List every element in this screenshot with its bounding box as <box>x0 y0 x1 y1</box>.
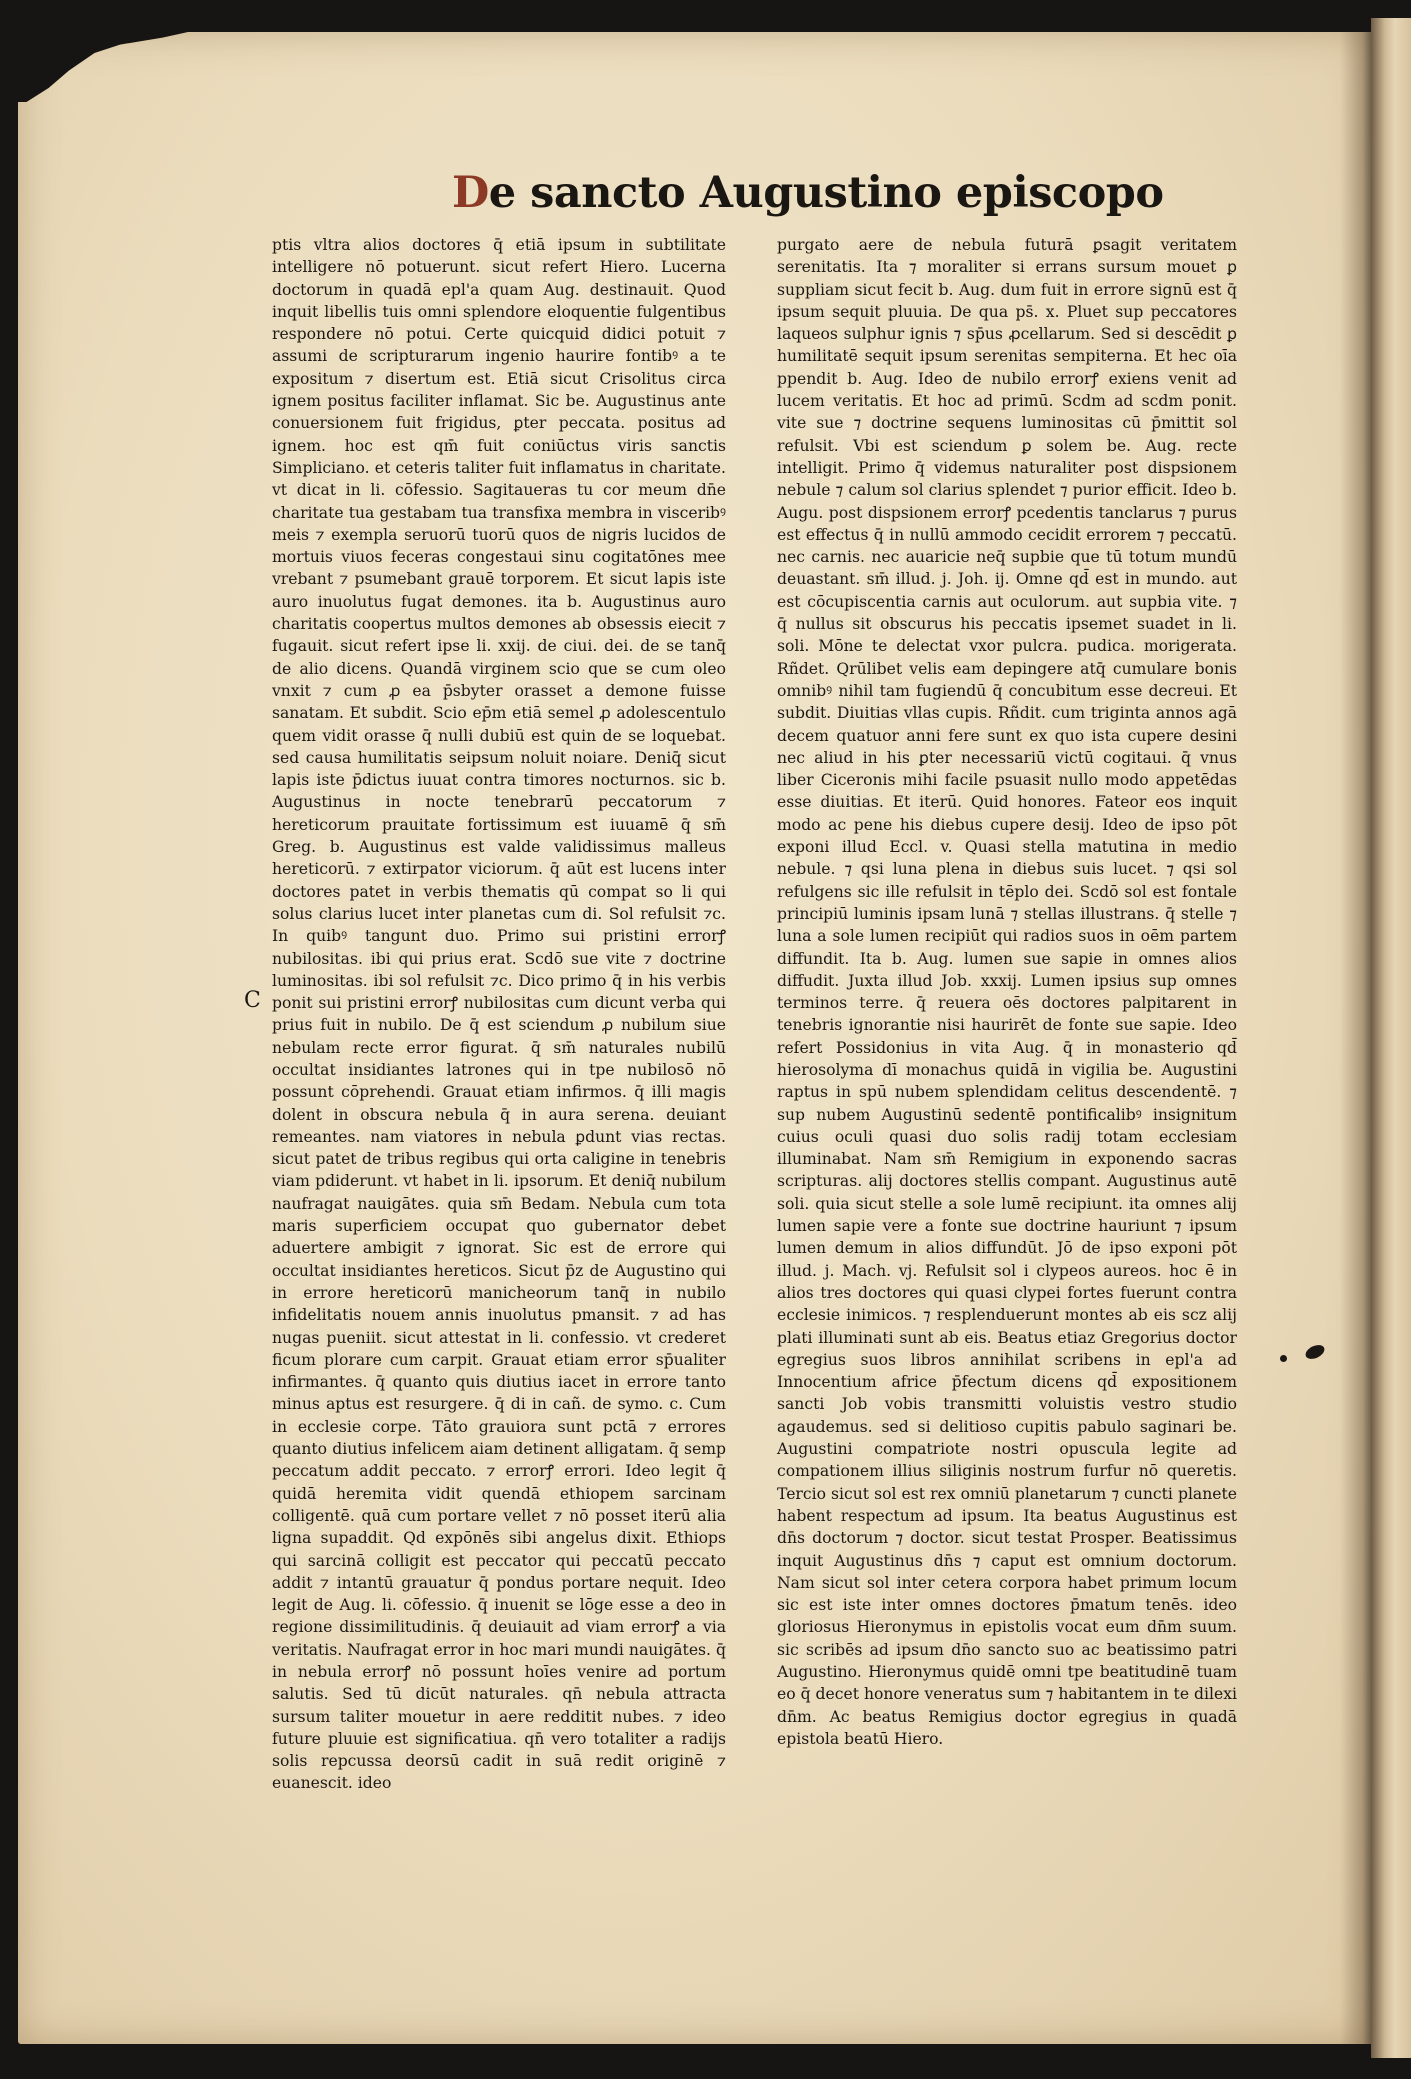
left-column <box>272 234 726 1793</box>
right-column-text: purgato aere de nebula futurā ꝑsagit veritatem serenitatis. Ita ⁊ moraliter si errans sursum mouet ꝑ suppliam sicut fecit b. Aug. dum fuit in errore signū est q̄ ipsum sequit pluuia. De qua ps̄. x. Pluet sup peccatores laqueos sulphur ignis ⁊ sp̄us ꝓcellarum. Sed si descēdit ꝑ humilitatē sequit ipsum serenitas sempiterna. Et hec oīa ppendit b. Aug. Ideo de nubilo errorꝭ exiens venit ad lucem veritatis. Et hoc ad primū. Scdm ad scdm ponit. vite sue ⁊ doctrine sequens luminositas cū p̄mittit sol refulsit. Vbi est sciendum ꝑ solem be. Aug. recte intelligit. Primo q̄ videmus naturaliter post dispsionem nebule ⁊ calum sol clarius splendet ⁊ purior efficit. Ideo b. Augu. post dispsionem errorꝭ pcedentis tanclarus ⁊ purus est effectus q̄ in nullū ammodo cecidit errorem ⁊ peccatū. nec carnis. nec auaricie neq̄ supbie que tū totum mundū deuastant. sm̄ illud. j. Joh. ij. Omne qd̄ est in mundo. aut est cōcupiscentia carnis aut oculorum. aut supbia vite. ⁊ q̄ nullus sit obscurus his peccatis ipsemet suadet in li. soli. Mōne te delectat vxor pulcra. pudica. morigerata. Rñdet. Qrūlibet velis eam depingere atq̄ cumulare bonis omnibꝰ nihil tam fugiendū q̄ concubitum esse decreui. Et subdit. Diuitias vllas cupis. Rñdit. cum triginta annos agā decem quatuor anni fere sunt ex quo ista cupere desini nec aliud in his ꝑter necessariū victū cogitaui. q̄ vnus liber Ciceronis mihi facile psuasit nullo modo appetēdas esse diuitias. Et iterū. Quid honores. Fateor eos inquit modo ac pene his diebus cupere desij. Ideo de ipso pōt exponi illud Eccl. v. Quasi stella matutina in medio nebule. ⁊ qsi luna plena in diebus suis lucet. ⁊ qsi sol refulgens sic ille refulsit in tēplo dei. Scdō sol est fontale principiū luminis ipsam lunā ⁊ stellas illustrans. q̄ stelle ⁊ luna a sole lumen recipiūt qui radios suos in oēm partem diffundit. Ita b. Aug. lumen sue sapie in omnes alios diffudit. Juxta illud Job. xxxij. Lumen ipsius sup omnes terminos terre. q̄ reuera oēs doctores palpitarent in tenebris ignorantie nisi haurirēt de fonte sue sapie. Ideo refert Possidonius in vita Aug. q̄ in monasterio qd̄ hierosolyma dī monachus quidā in vigilia be. Augustini raptus in spū nubem splendidam celitus descendentē. ⁊ sup nubem Augustinū sedentē pontificalibꝰ insignitum cuius oculi quasi duo solis radij totam ecclesiam illuminabat. Nam sm̄ Remigium in exponendo sacras scripturas. alij doctores stellis compant. Augustinus autē soli. quia sicut stelle a sole lumē recipiunt. ita omnes alij lumen sapie vere a fonte sue doctrine hauriunt ⁊ ipsum lumen demum in alios diffundūt. Jō de ipso exponi pōt illud. j. Mach. vj. Refulsit sol i clypeos aureos. hoc ē in alios tres doctores qui quasi clypei fortes fuerunt contra ecclesie inimicos. ⁊ resplenduerunt montes ab eis scz alij plati illuminati sunt ab eis. Beatus etiaz Gregorius doctor egregius suos libros annihilat scribens in epl'a ad Innocentium africe p̄fectum dicens qd̄ expositionem sancti Job vobis transmitti voluistis vestro studio agaudemus. sed si delitioso cupitis pabulo saginari be. Augustini compatriote nostri opuscula legite ad compationem illius siliginis nostrum furfur nō queretis. Tercio sicut sol est rex omniū planetarum ⁊ cuncti planete habent respectum ad ipsum. Ita beatus Augustinus est dn̄s doctorum ⁊ doctor. sicut testat Prosper. Beatissimus inquit Augustinus dn̄s ⁊ caput est omnium doctorum. Nam sicut sol inter cetera corpora habet primum locum sic est iste inter omnes doctores p̄matum tenēs. ideo gloriosus Hieronymus in epistolis vocat eum dn̄m suum. sic scribēs ad ipsum dn̄o sancto suo ac beatissimo patri Augustino. Hieronymus quidē omni tpe beatitudinē tuam eo q̄ decet honore veneratus sum ⁊ habitantem in te dilexi dn̄m. Ac beatus Remigius doctor egregius in quadā epistola beatū Hiero. <box>777 236 1237 1748</box>
next-page-edge <box>1371 18 1411 2058</box>
right-column <box>777 234 1237 1764</box>
ink-dot <box>1280 1355 1287 1362</box>
margin-paragraph-mark: C <box>244 988 261 1013</box>
page-gutter <box>1340 32 1372 2044</box>
title-text: e sancto Augustino episcopo <box>488 168 1164 218</box>
title-initial: D <box>452 168 489 218</box>
page-title <box>452 160 1164 226</box>
left-column-text: ptis vltra alios doctores q̄ etiā ipsum in subtilitate intelligere nō potuerunt. sicut refert Hiero. Lucerna doctorum in quadā epl'a quam Aug. destinauit. Quod inquit libellis tuis omni splendore eloquentie fulgentibus respondere nō potui. Certe quicquid didici potuit ⁊ assumi de scripturarum ingenio haurire fontibꝰ a te expositum ⁊ disertum est. Etiā sicut Crisolitus circa ignem positus faciliter inflamat. Sic be. Augustinus ante conuersionem fuit frigidus, ꝑter peccata. positus ad ignem. hoc est qm̄ fuit coniūctus viris sanctis Simpliciano. et ceteris taliter fuit inflamatus in charitate. vt dicat in li. cōfessio. Sagitaueras tu cor meum dn̄e charitate tua gestabam tua transfixa membra in visceribꝰ meis ⁊ exempla seruorū tuorū quos de nigris lucidos de mortuis viuos feceras congestaui sinu cogitatōnes mee vrebant ⁊ psumebant grauē torporem. Et sicut lapis iste auro inuolutus fugat demones. ita b. Augustinus auro charitatis coopertus multos demones ab obsessis eiecit ⁊ fugauit. sicut refert ipse li. xxij. de ciui. dei. de se tanq̄ de alio dicens. Quandā virginem scio que se cum oleo vnxit ⁊ cum ꝓ ea p̄sbyter orasset a demone fuisse sanatam. Et subdit. Scio ep̄m etiā semel ꝓ adolescentulo quem vidit orasse q̄ nulli dubiū est quin de se loquebat. sed causa humilitatis seipsum noluit noiare. Deniq̄ sicut lapis iste p̄dictus iuuat contra timores nocturnos. sic b. Augustinus in nocte tenebrarū peccatorum ⁊ hereticorum prauitate fortissimum est iuuamē q̄ sm̄ Greg. b. Augustinus est valde validissimus malleus hereticorū. ⁊ extirpator viciorum. q̄ aūt est lucens inter doctores patet in verbis thematis qū compat so li qui solus clarius lucet inter planetas cum di. Sol refulsit ⁊c. In quibꝰ tangunt duo. Primo sui pristini errorꝭ nubilositas. ibi qui prius erat. Scdō sue vite ⁊ doctrine luminositas. ibi sol refulsit ⁊c. Dico primo q̄ in his verbis ponit sui pristini errorꝭ nubilositas cum dicunt verba qui prius fuit in nubilo. De q̄ est sciendum ꝓ nubilum siue nebulam recte error figurat. q̄ sm̄ naturales nubilū occultat insidiantes latrones qui in tpe nubilosō nō possunt cōprehendi. Grauat etiam infirmos. q̄ illi magis dolent in obscura nebula q̄ in aura serena. deuiant remeantes. nam viatores in nebula ꝑdunt vias rectas. sicut patet de tribus regibus qui orta caligine in tenebris viam pdiderunt. vt habet in li. ipsorum. Et deniq̄ nubilum naufragat nauigātes. quia sm̄ Bedam. Nebula cum tota maris superficiem occupat quo gubernator debet aduertere ambigit ⁊ ignorat. Sic est de errore qui occultat insidiantes hereticos. Sicut p̄z de Augustino qui in errore hereticorū manicheorum tanq̄ in nubilo infidelitatis nouem annis inuolutus pmansit. ⁊ ad has nugas pueniit. sicut attestat in li. confessio. vt crederet ficum plorare cum carpit. Grauat etiam error sp̄ualiter infirmantes. q̄ quanto quis diutius iacet in errore tanto minus aptus est resurgere. q̄ di in cañ. de symo. c. Cum in ecclesie corpe. Tāto grauiora sunt pctā ⁊ errores quanto diutius infelicem aiam detinent alligatam. q̄ semp peccatum addit peccato. ⁊ errorꝭ errori. Ideo legit q̄ quidā heremita vidit quendā ethiopem sarcinam colligentē. quā cum portare vellet ⁊ nō posset iterū alia ligna supaddit. Qd expōnēs sibi angelus dixit. Ethiops qui sarcinā colligit est peccator qui peccatū peccato addit ⁊ intantū grauatur q̄ pondus portare nequit. Ideo legit de Aug. li. cōfessio. q̄ inuenit se lōge esse a deo in regione dissimilitudinis. q̄ deuiauit ad viam errorꝭ a via veritatis. Naufragat error in hoc mari mundi nauigātes. q̄ in nebula errorꝭ nō possunt hoīes venire ad portum salutis. Sed tū dicūt naturales. qn̄ nebula attracta sursum taliter mouetur in aere redditit nubes. ⁊ ideo future pluuie est significatiua. qn̄ vero totaliter a radijs solis repcussa deorsū cadit in suā redit originē ⁊ euanescit. ideo <box>272 236 726 1793</box>
